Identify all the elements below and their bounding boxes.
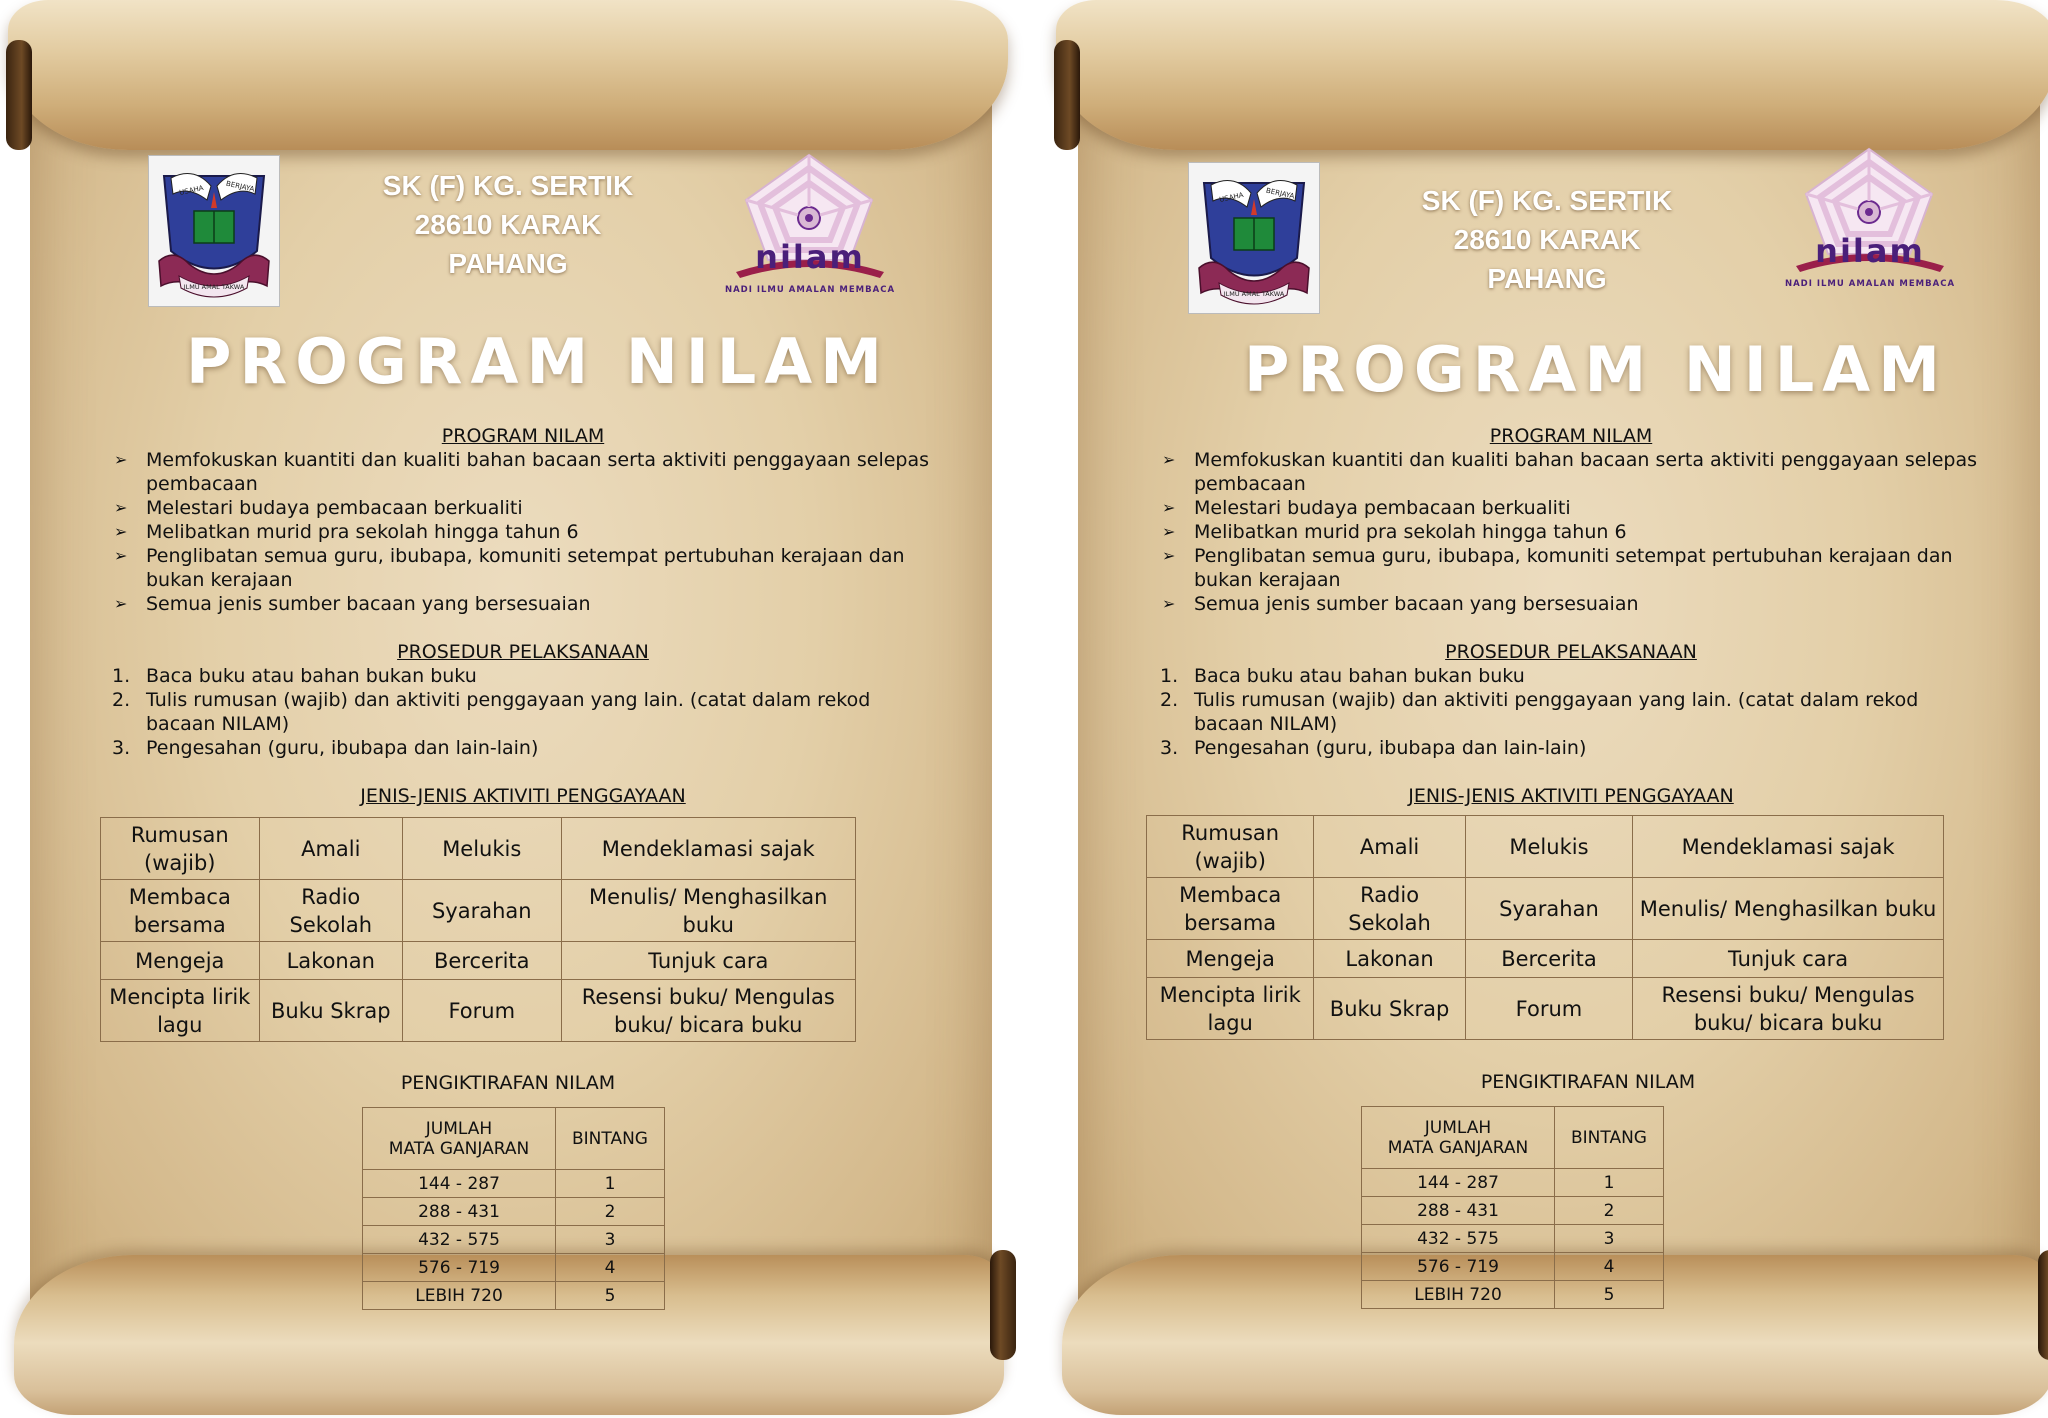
stars-cell: 1 [1555,1169,1664,1197]
nilam-logo-word: nilam [1815,232,1925,270]
program-bullet-item [1156,520,1986,544]
activity-cell: Membaca bersama [101,880,260,942]
arrow-bullet-icon: ➢ [114,594,128,613]
recognition-table [362,1107,665,1310]
crest-motto: ILMU AMAL TAKWA [183,283,245,291]
crest-right-banner: BERJAYA [1265,186,1296,201]
arrow-bullet-icon: ➢ [114,546,128,565]
activity-cell: Membaca bersama [1147,878,1314,940]
procedure-step [108,688,938,736]
arrow-bullet-icon: ➢ [1162,594,1176,613]
recognition-table [1361,1106,1664,1309]
activities-row [101,980,856,1042]
activity-cell: Mencipta lirik lagu [101,980,260,1042]
program-bullet-text: Memfokuskan kuantiti dan kualiti bahan bacaan serta aktiviti penggayaan selepas pembacaan [146,449,930,495]
activity-cell: Mendeklamasi sajak [561,818,855,880]
procedure-step-number: 2. [1160,689,1179,711]
recognition-row [363,1226,665,1254]
activity-cell: Bercerita [402,942,561,980]
crest-left-banner: USAHA [1218,191,1245,204]
activity-cell: Mencipta lirik lagu [1147,978,1314,1040]
points-range-cell: 432 - 575 [363,1226,556,1254]
activity-cell: Lakonan [259,942,402,980]
activities-table [100,817,856,1042]
recognition-heading: PENGIKTIRAFAN NILAM [400,1072,616,1094]
activity-cell: Bercerita [1465,940,1632,978]
crest-right-banner: BERJAYA [225,179,256,194]
stars-cell: 5 [556,1282,665,1310]
stars-cell: 2 [1555,1197,1664,1225]
procedure-steps [1156,664,1986,760]
program-bullet-item [108,520,938,544]
procedure-step-text: Tulis rumusan (wajib) dan aktiviti penggayaan yang lain. (catat dalam rekod bacaan NILAM) [1194,689,1919,735]
activity-cell: Menulis/ Menghasilkan buku [561,880,855,942]
program-bullet-item [1156,496,1986,520]
school-crest-icon [148,155,280,307]
crest-left-banner: USAHA [178,184,205,197]
activity-cell: Melukis [1465,816,1632,878]
points-column-header [363,1108,556,1170]
stars-cell: 1 [556,1170,665,1198]
stars-cell: 4 [556,1254,665,1282]
activities-row [1147,878,1944,940]
stars-cell: 2 [556,1198,665,1226]
points-column-header [1362,1107,1555,1169]
recognition-header-row [363,1108,665,1170]
recognition-row [1362,1225,1664,1253]
school-name-line3: PAHANG [448,248,568,279]
points-range-cell: 288 - 431 [1362,1197,1555,1225]
recognition-row [1362,1197,1664,1225]
procedure-step [1156,688,1986,736]
procedure-step-text: Baca buku atau bahan bukan buku [1194,665,1525,687]
poster-body [1156,424,1986,808]
activity-cell: Tunjuk cara [1633,940,1944,978]
program-bullets [1156,448,1986,616]
nilam-logo-word: nilam [755,238,865,276]
program-bullet-text: Penglibatan semua guru, ibubapa, komuniti setempat pertubuhan kerajaan dan bukan kerajaan [146,545,905,591]
school-name-line1: SK (F) KG. SERTIK [1421,185,1673,216]
recognition-row [363,1170,665,1198]
points-header-line2: MATA GANJARAN [1387,1137,1529,1158]
points-range-cell: 144 - 287 [1362,1169,1555,1197]
activities-heading: JENIS-JENIS AKTIVITI PENGGAYAAN [1408,785,1734,807]
program-bullet-text: Semua jenis sumber bacaan yang bersesuaian [146,593,591,615]
activities-row [101,880,856,942]
procedure-step-number: 3. [112,737,131,759]
activity-cell: Amali [259,818,402,880]
school-name-line1: SK (F) KG. SERTIK [382,170,634,201]
activity-cell: Menulis/ Menghasilkan buku [1633,878,1944,940]
program-bullets [108,448,938,616]
procedure-step-text: Pengesahan (guru, ibubapa dan lain-lain) [146,737,539,759]
arrow-bullet-icon: ➢ [114,522,128,541]
points-range-cell: 288 - 431 [363,1198,556,1226]
crest-motto: ILMU AMAL TAKWA [1223,290,1285,298]
points-range-cell: 144 - 287 [363,1170,556,1198]
activity-cell: Forum [1465,978,1632,1040]
school-name [358,166,658,283]
procedure-step-number: 3. [1160,737,1179,759]
procedure-step [108,664,938,688]
points-range-cell: LEBIH 720 [363,1282,556,1310]
activities-row [101,942,856,980]
procedure-step-text: Pengesahan (guru, ibubapa dan lain-lain) [1194,737,1587,759]
poster-scroll-right [1056,0,2048,1418]
recognition-row [363,1198,665,1226]
poster-scroll-left [8,0,1018,1418]
recognition-row [363,1282,665,1310]
activities-heading: JENIS-JENIS AKTIVITI PENGGAYAAN [360,785,686,807]
program-bullet-text: Penglibatan semua guru, ibubapa, komuniti setempat pertubuhan kerajaan dan bukan kerajaan [1194,545,1953,591]
activity-cell: Amali [1314,816,1465,878]
program-bullet-text: Melestari budaya pembacaan berkualiti [146,497,523,519]
activity-cell: Mendeklamasi sajak [1633,816,1944,878]
activity-cell: Mengeja [1147,940,1314,978]
poster-body [108,424,938,808]
activity-cell: Radio Sekolah [259,880,402,942]
stars-column-header: BINTANG [556,1108,665,1170]
program-bullet-text: Semua jenis sumber bacaan yang bersesuaian [1194,593,1639,615]
program-bullet-item [1156,592,1986,616]
school-name-line2: 28610 KARAK [414,209,602,240]
program-bullet-text: Melestari budaya pembacaan berkualiti [1194,497,1571,519]
procedure-step [1156,664,1986,688]
school-crest-icon [1188,162,1320,314]
poster-title: PROGRAM NILAM [1244,333,1948,406]
procedure-step-text: Baca buku atau bahan bukan buku [146,665,477,687]
program-bullet-text: Melibatkan murid pra sekolah hingga tahun 6 [1194,521,1627,543]
program-bullet-item [1156,544,1986,592]
activity-cell: Radio Sekolah [1314,878,1465,940]
activities-row [101,818,856,880]
points-range-cell: LEBIH 720 [1362,1281,1555,1309]
recognition-heading: PENGIKTIRAFAN NILAM [1480,1071,1696,1093]
school-name-line2: 28610 KARAK [1453,224,1641,255]
activity-cell: Mengeja [101,942,260,980]
points-header-line2: MATA GANJARAN [388,1138,530,1159]
nilam-logo-tagline: NADI ILMU AMALAN MEMBACA [1784,279,1956,289]
arrow-bullet-icon: ➢ [1162,546,1176,565]
stars-cell: 5 [1555,1281,1664,1309]
points-range-cell: 576 - 719 [1362,1253,1555,1281]
program-bullet-item [1156,448,1986,496]
procedure-step [1156,736,1986,760]
school-name-line3: PAHANG [1487,263,1607,294]
arrow-bullet-icon: ➢ [1162,522,1176,541]
procedure-step-number: 1. [112,665,131,687]
program-bullet-item [108,544,938,592]
activity-cell: Lakonan [1314,940,1465,978]
program-heading: PROGRAM NILAM [1489,425,1653,447]
recognition-row [1362,1281,1664,1309]
stars-cell: 3 [556,1226,665,1254]
activities-row [1147,816,1944,878]
program-bullet-text: Memfokuskan kuantiti dan kualiti bahan bacaan serta aktiviti penggayaan selepas pembacaan [1194,449,1978,495]
points-range-cell: 432 - 575 [1362,1225,1555,1253]
arrow-bullet-icon: ➢ [114,498,128,517]
points-header-line1: JUMLAH [425,1118,493,1139]
recognition-header-row [1362,1107,1664,1169]
activity-cell: Buku Skrap [259,980,402,1042]
procedure-step [108,736,938,760]
points-header-line1: JUMLAH [1424,1117,1492,1138]
procedure-step-number: 1. [1160,665,1179,687]
procedure-step-number: 2. [112,689,131,711]
activity-cell: Syarahan [402,880,561,942]
recognition-row [1362,1253,1664,1281]
arrow-bullet-icon: ➢ [1162,498,1176,517]
recognition-row [1362,1169,1664,1197]
procedure-steps [108,664,938,760]
activity-cell: Buku Skrap [1314,978,1465,1040]
activity-cell: Forum [402,980,561,1042]
points-range-cell: 576 - 719 [363,1254,556,1282]
program-heading: PROGRAM NILAM [441,425,605,447]
program-bullet-item [108,448,938,496]
activity-cell: Tunjuk cara [561,942,855,980]
arrow-bullet-icon: ➢ [1162,450,1176,469]
stars-cell: 3 [1555,1225,1664,1253]
activity-cell: Syarahan [1465,878,1632,940]
stars-cell: 4 [1555,1253,1664,1281]
poster-title: PROGRAM NILAM [186,325,890,398]
procedure-heading: PROSEDUR PELAKSANAAN [397,641,649,663]
nilam-logo-icon [1782,144,1957,294]
program-bullet-item [108,592,938,616]
procedure-heading: PROSEDUR PELAKSANAAN [1445,641,1697,663]
nilam-logo-icon [722,150,897,300]
nilam-logo-tagline: NADI ILMU AMALAN MEMBACA [724,285,896,295]
procedure-step-text: Tulis rumusan (wajib) dan aktiviti penggayaan yang lain. (catat dalam rekod bacaan NILAM) [146,689,871,735]
program-bullet-item [108,496,938,520]
school-name [1397,181,1697,298]
activities-table [1146,815,1944,1040]
arrow-bullet-icon: ➢ [114,450,128,469]
stars-column-header: BINTANG [1555,1107,1664,1169]
activity-cell: Rumusan (wajib) [101,818,260,880]
activity-cell: Resensi buku/ Mengulas buku/ bicara buku [1633,978,1944,1040]
program-bullet-text: Melibatkan murid pra sekolah hingga tahun 6 [146,521,579,543]
activity-cell: Resensi buku/ Mengulas buku/ bicara buku [561,980,855,1042]
activities-row [1147,978,1944,1040]
activity-cell: Melukis [402,818,561,880]
recognition-row [363,1254,665,1282]
activities-row [1147,940,1944,978]
activity-cell: Rumusan (wajib) [1147,816,1314,878]
